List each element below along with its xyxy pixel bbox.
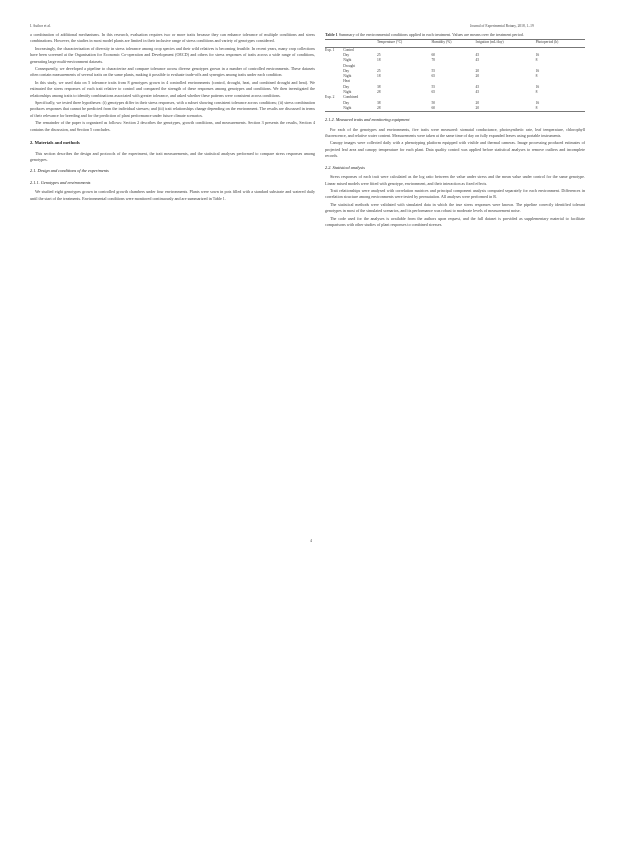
table-cell: 38 — [376, 84, 381, 89]
body-paragraph: Trait relationships were analysed with correlation matrices and principal component analysis computed separately for each environment. Differences in correlation structure among environments were tested by permutation. All analyses were performed in R. — [325, 187, 585, 200]
running-header-right: Journal of Experimental Botany, 2018, 1–19 — [470, 24, 534, 28]
body-paragraph: For each of the genotypes and environments, five traits were measured: stomatal conductance, photosynthetic rate, leaf temperature, chlorophyll fluorescence, and relative water content. Measurements were taken at the same time of day on fully expanded leaves using portable instruments. — [325, 126, 585, 139]
table-cell: Night — [343, 106, 377, 112]
table-header-cell: Irrigation (mL/day) — [476, 40, 536, 47]
table-cell: 8 — [535, 74, 538, 79]
table-header-cell — [325, 40, 343, 47]
table-cell: 45 — [475, 53, 480, 57]
body-paragraph: Specifically, we tested three hypotheses: (i) genotypes differ in their stress responses, with a subset showing consistent tolerance across conditions; (ii) stress combination produces responses that cannot be predicted from the individual stresses; and (iii) trait relationships change depending on the environment. The results are discussed in terms of their relevance for breeding and for the prediction of plant performance under future climate scenarios. — [30, 100, 315, 118]
body-paragraph: In this study, we used data on 5 tolerance traits from 8 genotypes grown in 4 controlled environments (control, drought, heat, and combined drought and heat). We estimated the stress responses of each trait relative to control and compared the strength of these responses among genotypes and conditions. We then investigated the relationships among traits to identify combinations associated with greater tolerance, and asked whether these patterns were consistent across conditions. — [30, 79, 315, 98]
table-cell: Night — [343, 58, 352, 63]
table-cell: Night — [343, 74, 352, 79]
table-cell: 18 — [376, 74, 381, 79]
table-cell: 8 — [536, 106, 585, 112]
table-cell — [325, 106, 343, 112]
table-cell: 50 — [431, 100, 436, 105]
table-cell: 16 — [535, 84, 540, 89]
table-caption — [325, 32, 585, 38]
table-caption-text: Summary of the environmental conditions applied in each treatment. Values are means over the treatment period. — [338, 32, 524, 37]
table-cell: 20 — [476, 106, 536, 112]
subsection-heading: 2.2. Statistical analysis — [325, 164, 365, 170]
table-cell: 60 — [431, 53, 436, 57]
table-cell: 16 — [535, 100, 540, 105]
subsection-heading: 2.1. Design and conditions of the experiments — [30, 168, 109, 174]
table-cell: 20 — [475, 68, 480, 73]
table-cell: 28 — [377, 106, 431, 112]
body-paragraph: We studied eight genotypes grown in controlled growth chambers under four environments. Plants were sown in pots filled with a standard substrate and watered daily until the start of the treatments. Environmental conditions were monitored continuously and are summarized in Table 1. — [30, 189, 315, 201]
table-cell: Combined — [343, 95, 359, 100]
table-row — [325, 106, 585, 112]
table-header-cell: Temperature (°C) — [377, 40, 431, 47]
page-number: 4 — [310, 538, 312, 543]
table-cell: 20 — [475, 74, 480, 79]
body-paragraph: The statistical methods were validated with simulated data in which the true stress responses were known. The pipeline correctly identified tolerant genotypes in most of the simulated scenarios, and its performance was robust to moderate levels of measurement noise. — [325, 201, 585, 214]
running-header-left: I. Author et al. — [30, 24, 51, 28]
table-cell: 8 — [535, 90, 538, 95]
subsection-heading: 2.1.2. Measured traits and monitoring equipment — [325, 117, 410, 123]
table-cell: Day — [343, 84, 350, 89]
table-cell: 18 — [376, 58, 381, 63]
table-cell: 55 — [431, 84, 436, 89]
table-cell: 55 — [431, 68, 436, 73]
left-column — [30, 32, 315, 203]
conditions-table — [325, 39, 585, 112]
table-cell: 16 — [535, 53, 540, 57]
table-cell: 38 — [376, 100, 381, 105]
table-cell: Day — [343, 53, 350, 57]
table-cell: Night — [343, 90, 352, 95]
table-cell: 16 — [535, 68, 540, 73]
body-paragraph: a combination of additional mechanisms. In this research, evaluation requires two or more traits because they can enhance tolerance of multiple conditions and stress combinations. However, the studies in most model plants are limited in their inclusive range of stress conditions and variety of genotypes considered. — [30, 32, 315, 44]
table-cell: 45 — [475, 58, 480, 63]
table-cell: 70 — [431, 58, 436, 63]
table-cell: Day — [343, 68, 350, 73]
table-cell: 45 — [475, 84, 480, 89]
table-cell: 8 — [535, 58, 538, 63]
table-header-cell — [343, 40, 377, 47]
body-paragraph: The code used for the analyses is available from the authors upon request, and the full dataset is provided as supplementary material to facilitate comparisons with other studies of plant responses to combined stresses. — [325, 215, 585, 227]
body-paragraph: Canopy images were collected daily with a phenotyping platform equipped with visible and thermal cameras. Image processing produced estimates of projected leaf area and canopy temperature for each plant. Data quality control was applied before statistical analyses to remove outliers and incomplete records. — [325, 140, 585, 159]
table-cell: Day — [343, 100, 350, 105]
right-column — [325, 32, 585, 229]
table-cell: Control — [343, 47, 355, 52]
body-paragraph: Increasingly, the characterization of diversity in stress tolerance among crop species and their wild relatives is becoming feasible. In recent years, many crop collections have been screened at the Organisation for Economic Co-operation and Development (OECD) and others for stress responses of traits across a wide range of conditions, generating large multi-environment datasets. — [30, 45, 315, 64]
body-paragraph: Consequently, we developed a pipeline to characterize and compare tolerance across diverse genotypes grown in a number of controlled environments. These datasets often contain measurements of several traits on the same plants, making it possible to evaluate trade-offs and synergies among traits under each condition. — [30, 66, 315, 78]
table-cell: 20 — [475, 100, 480, 105]
table-cell: 65 — [431, 90, 436, 95]
table-cell: 28 — [376, 90, 381, 95]
table-title: Table 1 — [325, 32, 338, 37]
table-cell: 65 — [431, 74, 436, 79]
section-heading: 2. Materials and methods — [30, 140, 80, 146]
table-cell: Drought — [343, 63, 356, 68]
table-header-row — [325, 40, 585, 47]
body-paragraph: The remainder of the paper is organized as follows: Section 2 describes the genotypes, growth conditions, and measurements. Section 3 presents the results, Section 4 contains the discussion, and Section 5 concludes. — [30, 120, 315, 132]
table-cell: 25 — [376, 68, 381, 73]
table-cell: 60 — [431, 106, 475, 112]
table-header-cell: Humidity (%) — [431, 40, 475, 47]
section-intro: This section describes the design and protocols of the experiment, the trait measurements, and the statistical analyses performed to compare stress responses among genotypes. — [30, 150, 315, 162]
table-cell: Exp. 2 — [325, 95, 335, 100]
table-cell: Heat — [343, 79, 350, 84]
table-cell: 45 — [475, 90, 480, 95]
table-cell: Exp. 1 — [325, 47, 335, 52]
subsubsection-heading: 2.1.1. Genotypes and environments — [30, 179, 91, 185]
body-paragraph: Stress responses of each trait were calculated as the log ratio between the value under stress and the mean value under control for the same genotype. Linear mixed models were fitted with genotype, environment, and their interaction as fixed effects. — [325, 174, 585, 186]
table-cell: 25 — [376, 53, 381, 57]
table-header-cell: Photoperiod (h) — [536, 40, 585, 47]
